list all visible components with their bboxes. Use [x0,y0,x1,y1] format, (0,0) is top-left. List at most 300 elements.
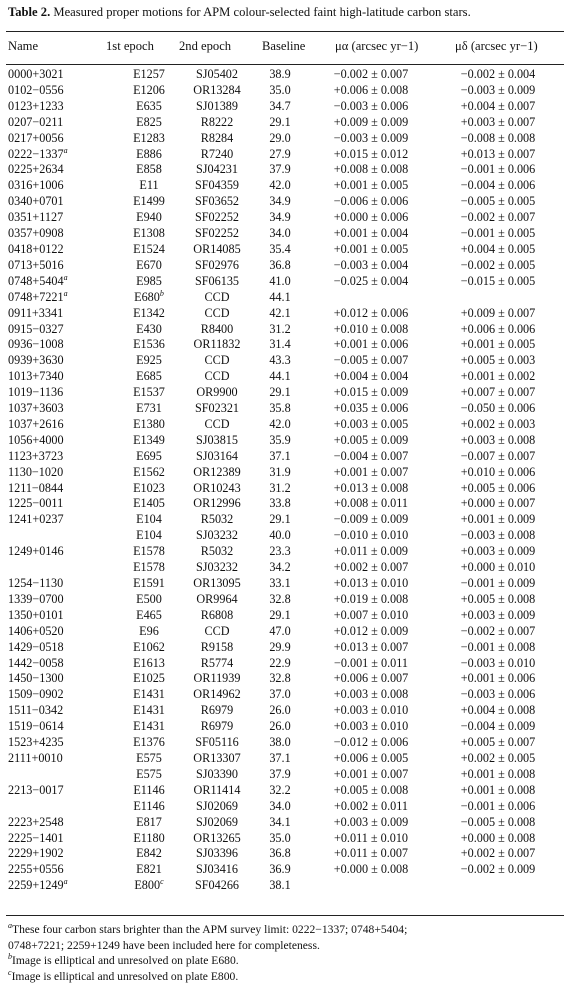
mu-delta: +0.001 ± 0.005 [461,337,536,351]
table-row [0,512,558,528]
table-row [0,353,558,369]
table-caption [8,4,564,20]
top-rule [6,31,564,32]
first-epoch: E1025 [133,671,165,685]
mu-delta-cell [438,178,558,194]
baseline-cell [256,592,304,608]
second-epoch-cell [178,862,256,878]
footnote-marker: a [64,273,68,282]
second-epoch: SJ03416 [196,862,238,876]
mu-alpha: +0.005 ± 0.008 [334,783,409,797]
table-row [0,178,558,194]
header-rule [6,64,564,65]
star-name: 1254−1130 [8,576,63,590]
second-epoch-cell [178,178,256,194]
star-name-cell [0,560,120,576]
star-name: 1249+0146 [8,544,64,558]
star-name: 1211−0844 [8,481,63,495]
star-name-cell [0,449,120,465]
mu-delta: −0.002 ± 0.007 [461,624,536,638]
star-name-cell [0,799,120,815]
second-epoch-cell [178,671,256,687]
baseline: 34.1 [269,815,290,829]
first-epoch-cell [120,799,178,815]
table-row [0,401,558,417]
baseline: 42.0 [269,178,290,192]
mu-alpha: +0.035 ± 0.006 [334,401,409,415]
table-row [0,162,558,178]
mu-delta-cell [438,306,558,322]
star-name: 1037+3603 [8,401,64,415]
baseline: 29.1 [269,608,290,622]
mu-delta-cell [438,337,558,353]
mu-alpha: +0.013 ± 0.008 [334,481,409,495]
first-epoch-cell [120,815,178,831]
second-epoch: SF02321 [195,401,239,415]
table-row [0,815,558,831]
mu-alpha: −0.009 ± 0.009 [334,512,409,526]
star-name: 1450−1300 [8,671,64,685]
first-epoch: E1308 [133,226,165,240]
mu-alpha-cell [304,846,438,862]
mu-delta: +0.000 ± 0.010 [461,560,536,574]
first-epoch-cell [120,592,178,608]
first-epoch-cell [120,496,178,512]
table-row [0,862,558,878]
baseline: 34.9 [269,194,290,208]
mu-alpha: −0.002 ± 0.007 [334,67,409,81]
star-name: 1350+0101 [8,608,64,622]
footnote-text: 0748+7221; 2259+1249 have been included here for completeness. [8,939,320,952]
baseline: 26.0 [269,719,290,733]
baseline-cell [256,751,304,767]
first-epoch: E680 [134,290,160,304]
second-epoch-cell [178,401,256,417]
mu-delta-cell [438,751,558,767]
mu-alpha-cell [304,862,438,878]
second-epoch: OR10243 [193,481,240,495]
star-name-cell [0,624,120,640]
mu-alpha: +0.003 ± 0.010 [334,719,409,733]
table-row [0,274,558,290]
star-name: 0748+5404 [8,274,64,288]
mu-alpha: +0.013 ± 0.010 [334,576,409,590]
mu-delta-cell [438,481,558,497]
first-epoch-cell [120,306,178,322]
first-epoch-cell [120,99,178,115]
star-name-cell [0,783,120,799]
baseline: 34.0 [269,226,290,240]
star-name-cell [0,687,120,703]
first-epoch-cell [120,465,178,481]
baseline: 34.7 [269,99,290,113]
table-row [0,656,558,672]
table-row [0,783,558,799]
star-name-cell [0,878,120,894]
table-row [0,258,558,274]
baseline: 38.1 [269,878,290,892]
footnote-text: Image is elliptical and unresolved on plate E800. [12,970,239,983]
first-epoch: E858 [136,162,162,176]
mu-alpha: +0.003 ± 0.010 [334,703,409,717]
baseline-cell [256,194,304,210]
table-row [0,337,558,353]
first-epoch-cell [120,767,178,783]
mu-alpha: +0.015 ± 0.012 [334,147,409,161]
mu-alpha: −0.010 ± 0.010 [334,528,409,542]
second-epoch-cell [178,560,256,576]
second-epoch: OR13284 [193,83,240,97]
baseline-cell [256,640,304,656]
table-row [0,576,558,592]
mu-delta-cell [438,433,558,449]
mu-delta-cell [438,242,558,258]
mu-delta: −0.002 ± 0.007 [461,210,536,224]
baseline-cell [256,385,304,401]
mu-delta: −0.003 ± 0.010 [461,656,536,670]
star-name-cell [0,385,120,401]
mu-delta: +0.002 ± 0.003 [461,417,536,431]
first-epoch-cell [120,703,178,719]
second-epoch-cell [178,735,256,751]
star-name: 1519−0614 [8,719,64,733]
baseline-cell [256,846,304,862]
mu-alpha-cell [304,401,438,417]
mu-delta-cell [438,831,558,847]
star-name: 0748+7221 [8,290,64,304]
footnote-text: These four carbon stars brighter than the APM survey limit: 0222−1337; 0748+5404; [12,923,407,936]
star-name-cell [0,608,120,624]
footnote-marker: a [64,145,68,154]
baseline-cell [256,433,304,449]
mu-delta-cell [438,560,558,576]
baseline-cell [256,449,304,465]
mu-alpha-cell [304,147,438,163]
mu-delta: −0.015 ± 0.005 [461,274,536,288]
second-epoch-cell [178,512,256,528]
first-epoch: E575 [136,767,162,781]
mu-alpha: +0.009 ± 0.009 [334,115,409,129]
second-epoch: R8284 [201,131,234,145]
mu-delta-cell [438,862,558,878]
footnote-marker: a [64,877,68,886]
table-row [0,831,558,847]
mu-alpha-cell [304,687,438,703]
mu-delta: +0.006 ± 0.006 [461,322,536,336]
mu-delta: +0.004 ± 0.005 [461,242,536,256]
mu-delta: +0.005 ± 0.006 [461,481,536,495]
mu-alpha: +0.001 ± 0.007 [334,465,409,479]
baseline: 23.3 [269,544,290,558]
first-epoch-cell [120,846,178,862]
table-footnotes [8,922,564,984]
mu-alpha: +0.015 ± 0.009 [334,385,409,399]
mu-delta: −0.005 ± 0.008 [461,815,536,829]
footnote-marker: c [160,877,164,886]
mu-delta-cell [438,274,558,290]
first-epoch: E1537 [133,385,165,399]
star-name-cell [0,337,120,353]
second-epoch: CCD [204,306,229,320]
baseline-cell [256,656,304,672]
mu-alpha-cell [304,608,438,624]
table-row [0,735,558,751]
mu-delta-cell [438,846,558,862]
star-name: 0357+0908 [8,226,64,240]
baseline-cell [256,671,304,687]
star-name-cell [0,815,120,831]
first-epoch-cell [120,608,178,624]
table-row [0,322,558,338]
second-epoch: OR11939 [194,671,241,685]
first-epoch-cell [120,671,178,687]
first-epoch: E685 [136,369,162,383]
mu-alpha-cell [304,194,438,210]
mu-delta: +0.003 ± 0.008 [461,433,536,447]
mu-delta: −0.001 ± 0.005 [461,226,536,240]
mu-delta: −0.002 ± 0.005 [461,258,536,272]
second-epoch: SJ03815 [196,433,238,447]
baseline-cell [256,560,304,576]
mu-delta: +0.000 ± 0.007 [461,496,536,510]
baseline: 35.4 [269,242,290,256]
second-epoch-cell [178,815,256,831]
table-row [0,544,558,560]
baseline-cell [256,337,304,353]
baseline: 34.0 [269,799,290,813]
baseline: 29.1 [269,385,290,399]
mu-delta-cell [438,640,558,656]
mu-delta-cell [438,194,558,210]
mu-alpha: +0.013 ± 0.007 [334,640,409,654]
second-epoch: CCD [204,369,229,383]
star-name-cell [0,496,120,512]
first-epoch-cell [120,258,178,274]
table-row [0,242,558,258]
mu-delta: +0.004 ± 0.007 [461,99,536,113]
first-epoch: E104 [136,512,162,526]
baseline-cell [256,258,304,274]
star-name: 2229+1902 [8,846,64,860]
mu-delta-cell [438,322,558,338]
second-epoch-cell [178,274,256,290]
baseline: 35.9 [269,433,290,447]
mu-alpha-cell [304,544,438,560]
mu-alpha: +0.004 ± 0.004 [334,369,409,383]
mu-delta-cell [438,385,558,401]
first-epoch: E1405 [133,496,165,510]
caption-text: Measured proper motions for APM colour-selected faint high-latitude carbon stars. [53,5,470,19]
baseline-cell [256,274,304,290]
star-name: 0713+5016 [8,258,64,272]
mu-delta-cell [438,592,558,608]
first-epoch: E925 [136,353,162,367]
baseline: 29.9 [269,640,290,654]
second-epoch: R6979 [201,719,234,733]
table-row [0,226,558,242]
first-epoch: E842 [136,846,162,860]
mu-delta-cell [438,608,558,624]
baseline: 32.2 [269,783,290,797]
second-epoch: SF02252 [195,226,239,240]
table-row [0,115,558,131]
mu-delta-cell [438,353,558,369]
first-epoch: E731 [136,401,162,415]
star-name: 1056+4000 [8,433,64,447]
first-epoch: E1062 [133,640,165,654]
mu-alpha: +0.011 ± 0.007 [334,846,408,860]
first-epoch-cell [120,512,178,528]
mu-delta-cell [438,783,558,799]
second-epoch: SJ03396 [196,846,238,860]
second-epoch: SJ03232 [196,528,238,542]
baseline: 37.9 [269,162,290,176]
first-epoch: E886 [136,147,162,161]
star-name-cell [0,719,120,735]
mu-delta: −0.008 ± 0.008 [461,131,536,145]
mu-delta-cell [438,799,558,815]
star-name-cell [0,99,120,115]
mu-delta: +0.001 ± 0.006 [461,671,536,685]
baseline: 35.0 [269,831,290,845]
mu-alpha: −0.025 ± 0.004 [334,274,409,288]
baseline: 37.1 [269,449,290,463]
first-epoch: E11 [139,178,158,192]
baseline: 34.2 [269,560,290,574]
first-epoch-cell [120,322,178,338]
star-name-cell [0,210,120,226]
mu-alpha-cell [304,799,438,815]
second-epoch-cell [178,496,256,512]
mu-alpha-cell [304,322,438,338]
star-name-cell [0,242,120,258]
mu-delta-cell [438,210,558,226]
first-epoch: E985 [136,274,162,288]
table-row [0,671,558,687]
mu-delta-cell [438,528,558,544]
baseline-cell [256,496,304,512]
table-row [0,719,558,735]
mu-alpha-cell [304,115,438,131]
baseline-cell [256,608,304,624]
baseline-cell [256,162,304,178]
mu-delta: +0.004 ± 0.008 [461,703,536,717]
mu-alpha: +0.005 ± 0.009 [334,433,409,447]
mu-delta-cell [438,735,558,751]
baseline-cell [256,147,304,163]
star-name-cell [0,306,120,322]
mu-alpha: −0.004 ± 0.007 [334,449,409,463]
first-epoch: E800 [134,878,160,892]
baseline: 33.8 [269,496,290,510]
second-epoch-cell [178,719,256,735]
first-epoch-cell [120,576,178,592]
mu-alpha-cell [304,767,438,783]
mu-delta: −0.001 ± 0.008 [461,640,536,654]
second-epoch: OR12389 [193,465,240,479]
mu-alpha-cell [304,290,438,306]
mu-alpha: +0.011 ± 0.009 [334,544,408,558]
baseline-cell [256,767,304,783]
second-epoch: SJ05402 [196,67,238,81]
first-epoch: E96 [139,624,159,638]
baseline: 42.0 [269,417,290,431]
first-epoch: E1180 [133,831,164,845]
star-name-cell [0,703,120,719]
mu-alpha-cell [304,67,438,83]
first-epoch-cell [120,115,178,131]
star-name: 1130−1020 [8,465,63,479]
second-epoch-cell [178,290,256,306]
mu-alpha: +0.001 ± 0.005 [334,242,409,256]
baseline-cell [256,481,304,497]
mu-alpha-cell [304,83,438,99]
mu-delta-cell [438,687,558,703]
star-name-cell [0,831,120,847]
mu-delta: −0.005 ± 0.005 [461,194,536,208]
first-epoch-cell [120,401,178,417]
mu-delta-cell [438,719,558,735]
star-name: 0123+1233 [8,99,64,113]
mu-alpha: +0.012 ± 0.006 [334,306,409,320]
first-epoch-cell [120,862,178,878]
mu-alpha: +0.012 ± 0.009 [334,624,409,638]
second-epoch: OR11832 [194,337,241,351]
second-epoch-cell [178,592,256,608]
second-epoch: OR14962 [193,687,240,701]
mu-delta-cell [438,131,558,147]
baseline: 35.8 [269,401,290,415]
mu-alpha: −0.003 ± 0.004 [334,258,409,272]
star-name: 0217+0056 [8,131,64,145]
star-name: 1037+2616 [8,417,64,431]
second-epoch: SF05116 [195,735,239,749]
table-row [0,67,558,83]
bottom-rule [6,915,564,916]
mu-alpha-cell [304,576,438,592]
first-epoch: E1146 [133,783,164,797]
first-epoch-cell [120,735,178,751]
first-epoch-cell [120,544,178,560]
mu-delta-cell [438,226,558,242]
mu-alpha: +0.010 ± 0.008 [334,322,409,336]
first-epoch: E1146 [133,799,164,813]
mu-alpha-cell [304,226,438,242]
baseline-cell [256,115,304,131]
second-epoch: R5032 [201,544,234,558]
header-first-epoch: 1st epoch [106,39,154,54]
first-epoch-cell [120,656,178,672]
baseline-cell [256,401,304,417]
mu-delta-cell [438,465,558,481]
baseline: 43.3 [269,353,290,367]
mu-delta: +0.001 ± 0.008 [461,783,536,797]
second-epoch-cell [178,608,256,624]
first-epoch-cell [120,433,178,449]
mu-delta-cell [438,815,558,831]
mu-delta-cell [438,290,558,306]
second-epoch-cell [178,210,256,226]
table-row [0,687,558,703]
mu-delta-cell [438,449,558,465]
mu-alpha-cell [304,671,438,687]
mu-delta-cell [438,83,558,99]
baseline: 37.0 [269,687,290,701]
mu-alpha: −0.001 ± 0.011 [334,656,408,670]
mu-alpha: +0.008 ± 0.008 [334,162,409,176]
footnote-marker: a [8,921,12,930]
star-name: 1339−0700 [8,592,64,606]
